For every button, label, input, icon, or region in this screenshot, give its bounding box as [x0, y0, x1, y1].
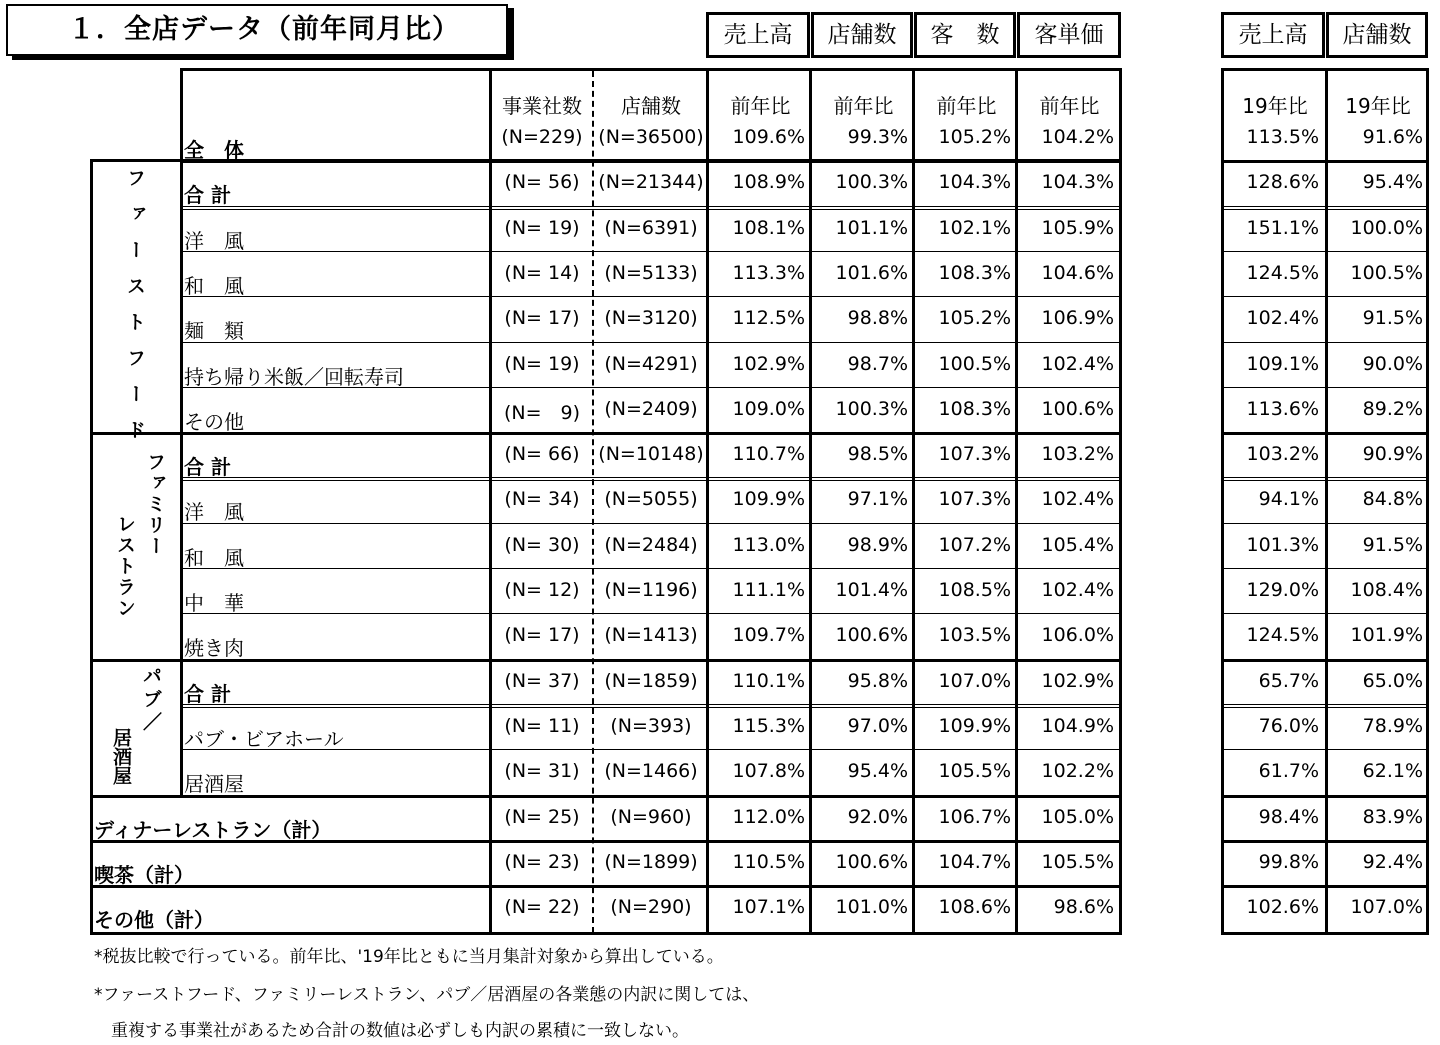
cell-stores-yoy: 100.6% [835, 624, 908, 647]
note-3: 重複する事業社があるため合計の数値は必ずしも内訳の累積に一致しない。 [94, 1021, 689, 1041]
cell-sales19: 151.1% [1246, 216, 1319, 239]
cell-sales19: 113.6% [1246, 397, 1319, 420]
cell-stores-yoy: 95.4% [847, 760, 908, 783]
cell-unit-price: 105.4% [1041, 533, 1114, 556]
cell-customers: 107.3% [938, 488, 1011, 511]
metric-header-sales-19: 売上高 [1221, 12, 1325, 58]
metric-header-customers: 客 数 [914, 12, 1016, 58]
cell-stores: (N=1859) [604, 669, 698, 692]
cell-companies: (N= 30) [504, 533, 580, 556]
cell-customers: 108.5% [938, 579, 1011, 601]
cell-sales: 108.9% [732, 171, 805, 194]
cell-customers: 103.5% [938, 624, 1011, 647]
cell-unit-price: 102.4% [1041, 352, 1114, 375]
cell-stores: (N=1413) [604, 624, 698, 647]
cell-stores: (N=393) [610, 714, 692, 737]
cell-sales: 109.7% [732, 624, 805, 647]
row-label: 麺 類 [184, 319, 244, 344]
row-label: 洋 風 [184, 500, 244, 525]
row-divider [90, 885, 1122, 888]
col-header-customers-yoy: 前年比 [936, 94, 997, 118]
cell-sales19: 124.5% [1246, 261, 1319, 284]
cell-stores-yoy: 98.5% [847, 443, 908, 466]
cell-stores19: 108.4% [1350, 579, 1423, 601]
cell-sales: 113.3% [732, 261, 805, 284]
cell-stores-yoy: 99.3% [847, 126, 908, 148]
cell-companies: (N= 34) [504, 488, 580, 511]
cell-customers: 104.7% [938, 850, 1011, 873]
metric-header-unit-price: 客単価 [1017, 12, 1121, 58]
cell-sales: 112.0% [732, 805, 805, 828]
cell-unit-price: 106.0% [1041, 624, 1114, 647]
cell-companies: (N= 19) [504, 216, 580, 239]
cell-stores19: 107.0% [1350, 896, 1423, 919]
cell-sales19: 124.5% [1246, 624, 1319, 647]
cell-customers: 100.5% [938, 352, 1011, 375]
cell-sales: 112.5% [732, 307, 805, 330]
cell-unit-price: 102.9% [1041, 669, 1114, 692]
cell-companies: (N= 56) [504, 171, 580, 194]
cell-customers: 107.0% [938, 669, 1011, 692]
cell-unit-price: 105.5% [1041, 850, 1114, 873]
row-label: その他 [184, 409, 244, 434]
cell-stores19: 101.9% [1350, 624, 1423, 647]
cell-stores19: 91.6% [1362, 126, 1423, 148]
col-header-stores-19: 19年比 [1345, 94, 1411, 118]
row-divider [90, 432, 1122, 435]
row-divider [90, 795, 1122, 798]
cell-unit-price: 104.2% [1041, 126, 1114, 148]
row-label: 洋 風 [184, 228, 244, 253]
cell-customers: 107.2% [938, 533, 1011, 556]
cell-unit-price: 105.9% [1041, 216, 1114, 239]
cell-sales: 109.0% [732, 397, 805, 420]
cell-customers: 109.9% [938, 714, 1011, 737]
cell-customers: 105.5% [938, 760, 1011, 783]
cell-stores-yoy: 100.3% [835, 171, 908, 194]
cell-companies: (N= 9) [503, 401, 581, 424]
cell-stores-yoy: 98.9% [847, 533, 908, 556]
cell-stores-yoy: 101.1% [835, 216, 908, 239]
cell-stores: (N=21344) [598, 171, 704, 194]
cell-stores: (N=1466) [604, 760, 698, 783]
cell-stores19: 91.5% [1362, 533, 1423, 556]
cell-stores19: 83.9% [1362, 805, 1423, 828]
row-label: 居酒屋 [184, 772, 244, 797]
cell-sales19: 61.7% [1258, 760, 1319, 783]
cell-stores: (N=1899) [604, 850, 698, 873]
cell-stores: (N=1196) [604, 579, 698, 601]
cell-sales19: 129.0% [1246, 579, 1319, 601]
cell-stores19: 62.1% [1362, 760, 1423, 783]
cell-companies: (N= 25) [504, 805, 580, 828]
row-label: 中 華 [184, 591, 244, 615]
cell-stores: (N=36500) [598, 126, 704, 148]
cell-stores19: 78.9% [1362, 714, 1423, 737]
cell-sales19: 102.6% [1246, 896, 1319, 919]
cell-stores19: 91.5% [1362, 307, 1423, 330]
cell-stores: (N=960) [610, 805, 692, 828]
cell-sales: 115.3% [732, 714, 805, 737]
row-divider [180, 296, 1122, 297]
cell-customers: 108.3% [938, 397, 1011, 420]
row-label: 持ち帰り米飯／回転寿司 [184, 364, 404, 389]
cell-customers: 104.3% [938, 171, 1011, 194]
cell-sales19: 65.7% [1258, 669, 1319, 692]
cell-stores19: 100.0% [1350, 216, 1423, 239]
cell-unit-price: 100.6% [1041, 397, 1114, 420]
cell-customers: 108.3% [938, 261, 1011, 284]
cell-companies: (N= 23) [504, 850, 580, 873]
cell-stores: (N=5055) [604, 488, 698, 511]
cell-sales: 107.8% [732, 760, 805, 783]
cell-sales: 110.7% [732, 443, 805, 466]
note-1: *税抜比較で行っている。前年比、'19年比ともに当月集計対象から算出している。 [94, 947, 724, 967]
cell-companies: (N= 22) [504, 896, 580, 919]
cell-sales: 109.9% [732, 488, 805, 511]
cell-customers: 105.2% [938, 307, 1011, 330]
cell-customers: 106.7% [938, 805, 1011, 828]
cell-sales: 111.1% [732, 579, 805, 601]
cell-sales19: 128.6% [1246, 171, 1319, 194]
cell-unit-price: 98.6% [1053, 896, 1114, 919]
cell-unit-price: 104.6% [1041, 261, 1114, 284]
row-divider [180, 523, 1122, 524]
cell-unit-price: 105.0% [1041, 805, 1114, 828]
cell-unit-price: 104.9% [1041, 714, 1114, 737]
cell-stores: (N=6391) [604, 216, 698, 239]
cell-customers: 105.2% [938, 126, 1011, 148]
metric-header-sales: 売上高 [706, 12, 810, 58]
cell-stores-yoy: 100.3% [835, 397, 908, 420]
cell-sales19: 76.0% [1258, 714, 1319, 737]
cell-unit-price: 102.4% [1041, 579, 1114, 601]
cell-companies: (N=229) [501, 126, 583, 148]
row-label: パブ・ビアホール [184, 726, 344, 751]
row-label: ディナーレストラン（計） [94, 817, 332, 842]
cell-sales19: 98.4% [1258, 805, 1319, 828]
cell-stores-yoy: 97.1% [847, 488, 908, 511]
cell-companies: (N= 17) [504, 624, 580, 647]
cell-unit-price: 106.9% [1041, 307, 1114, 330]
cell-sales19: 113.5% [1246, 126, 1319, 148]
cell-stores-yoy: 95.8% [847, 669, 908, 692]
cell-stores-yoy: 101.6% [835, 261, 908, 284]
group-label-pub-1: パブ／ [140, 666, 162, 735]
row-divider [180, 342, 1122, 343]
cell-stores: (N=10148) [598, 443, 704, 466]
cell-stores19: 89.2% [1362, 397, 1423, 420]
cell-stores19: 84.8% [1362, 488, 1423, 511]
row-label: 合 計 [184, 183, 231, 208]
cell-unit-price: 102.4% [1041, 488, 1114, 511]
row-divider [180, 704, 1122, 708]
cell-stores: (N=290) [610, 896, 692, 919]
cell-sales19: 102.4% [1246, 307, 1319, 330]
group-label-family-1: ファミリー [144, 452, 166, 557]
group-label-family-2: レストラン [114, 514, 136, 619]
cell-unit-price: 104.3% [1041, 171, 1114, 194]
cell-sales: 109.6% [732, 126, 805, 148]
cell-stores: (N=2409) [604, 397, 698, 420]
cell-sales19: 109.1% [1246, 352, 1319, 375]
cell-customers: 108.6% [938, 896, 1011, 919]
cell-companies: (N= 19) [504, 352, 580, 375]
cell-sales19: 103.2% [1246, 443, 1319, 466]
metric-header-stores-19: 店舗数 [1326, 12, 1428, 58]
row-divider [180, 251, 1122, 252]
cell-stores19: 90.0% [1362, 352, 1423, 375]
cell-stores-yoy: 97.0% [847, 714, 908, 737]
cell-sales19: 101.3% [1246, 533, 1319, 556]
cell-companies: (N= 12) [504, 579, 580, 601]
cell-sales: 107.1% [732, 896, 805, 919]
col-header-stores-yoy: 前年比 [833, 94, 894, 118]
row-label: その他（計） [94, 908, 214, 933]
cell-companies: (N= 37) [504, 669, 580, 692]
cell-unit-price: 102.2% [1041, 760, 1114, 783]
row-divider [180, 568, 1122, 569]
row-label: 和 風 [184, 273, 244, 298]
cell-stores: (N=4291) [604, 352, 698, 375]
cell-sales: 110.1% [732, 669, 805, 692]
cell-unit-price: 103.2% [1041, 443, 1114, 466]
col-header-companies: 事業社数 [502, 94, 582, 118]
row-label: 合 計 [184, 681, 231, 706]
cell-sales: 113.0% [732, 533, 805, 556]
cell-stores-yoy: 98.8% [847, 307, 908, 330]
cell-sales19: 99.8% [1258, 850, 1319, 873]
page-title: １．全店データ（前年同月比） [6, 4, 508, 56]
cell-companies: (N= 11) [504, 714, 580, 737]
col-header-unit-price-yoy: 前年比 [1039, 94, 1100, 118]
group-label-pub-2: 居酒屋 [110, 728, 132, 785]
cell-customers: 107.3% [938, 443, 1011, 466]
note-2: *ファーストフード、ファミリーレストラン、パブ／居酒屋の各業態の内訳に関しては、 [94, 985, 760, 1005]
row-divider [180, 160, 1122, 163]
cell-stores: (N=5133) [604, 261, 698, 284]
group-label-fastfood: ファーストフード [124, 168, 146, 456]
cell-stores19: 90.9% [1362, 443, 1423, 466]
col-header-sales-yoy: 前年比 [730, 94, 791, 118]
cell-companies: (N= 14) [504, 261, 580, 284]
cell-sales: 108.1% [732, 216, 805, 239]
row-divider [180, 613, 1122, 614]
cell-sales: 110.5% [732, 850, 805, 873]
cell-companies: (N= 66) [504, 443, 580, 466]
cell-stores-yoy: 100.6% [835, 850, 908, 873]
row-divider [180, 206, 1122, 210]
cell-stores19: 92.4% [1362, 850, 1423, 873]
cell-stores: (N=2484) [604, 533, 698, 556]
col-header-sales-19: 19年比 [1242, 94, 1308, 118]
col-header-stores: 店舗数 [621, 94, 681, 118]
row-label: 喫茶（計） [94, 862, 194, 887]
cell-companies: (N= 31) [504, 760, 580, 783]
cell-stores-yoy: 98.7% [847, 352, 908, 375]
cell-stores19: 65.0% [1362, 669, 1423, 692]
cell-stores-yoy: 101.4% [835, 579, 908, 601]
row-label: 全 体 [184, 138, 244, 162]
row-label: 合 計 [184, 455, 231, 480]
cell-sales: 102.9% [732, 352, 805, 375]
cell-sales19: 94.1% [1258, 488, 1319, 511]
cell-stores: (N=3120) [604, 307, 698, 330]
cell-companies: (N= 17) [504, 307, 580, 330]
row-label: 焼き肉 [184, 636, 244, 661]
cell-customers: 102.1% [938, 216, 1011, 239]
metric-header-stores: 店舗数 [811, 12, 913, 58]
cell-stores-yoy: 101.0% [835, 896, 908, 919]
row-divider [90, 659, 1122, 662]
cell-stores19: 100.5% [1350, 261, 1423, 284]
row-divider [180, 477, 1122, 481]
cell-stores-yoy: 92.0% [847, 805, 908, 828]
row-label: 和 風 [184, 545, 244, 570]
cell-stores19: 95.4% [1362, 171, 1423, 194]
